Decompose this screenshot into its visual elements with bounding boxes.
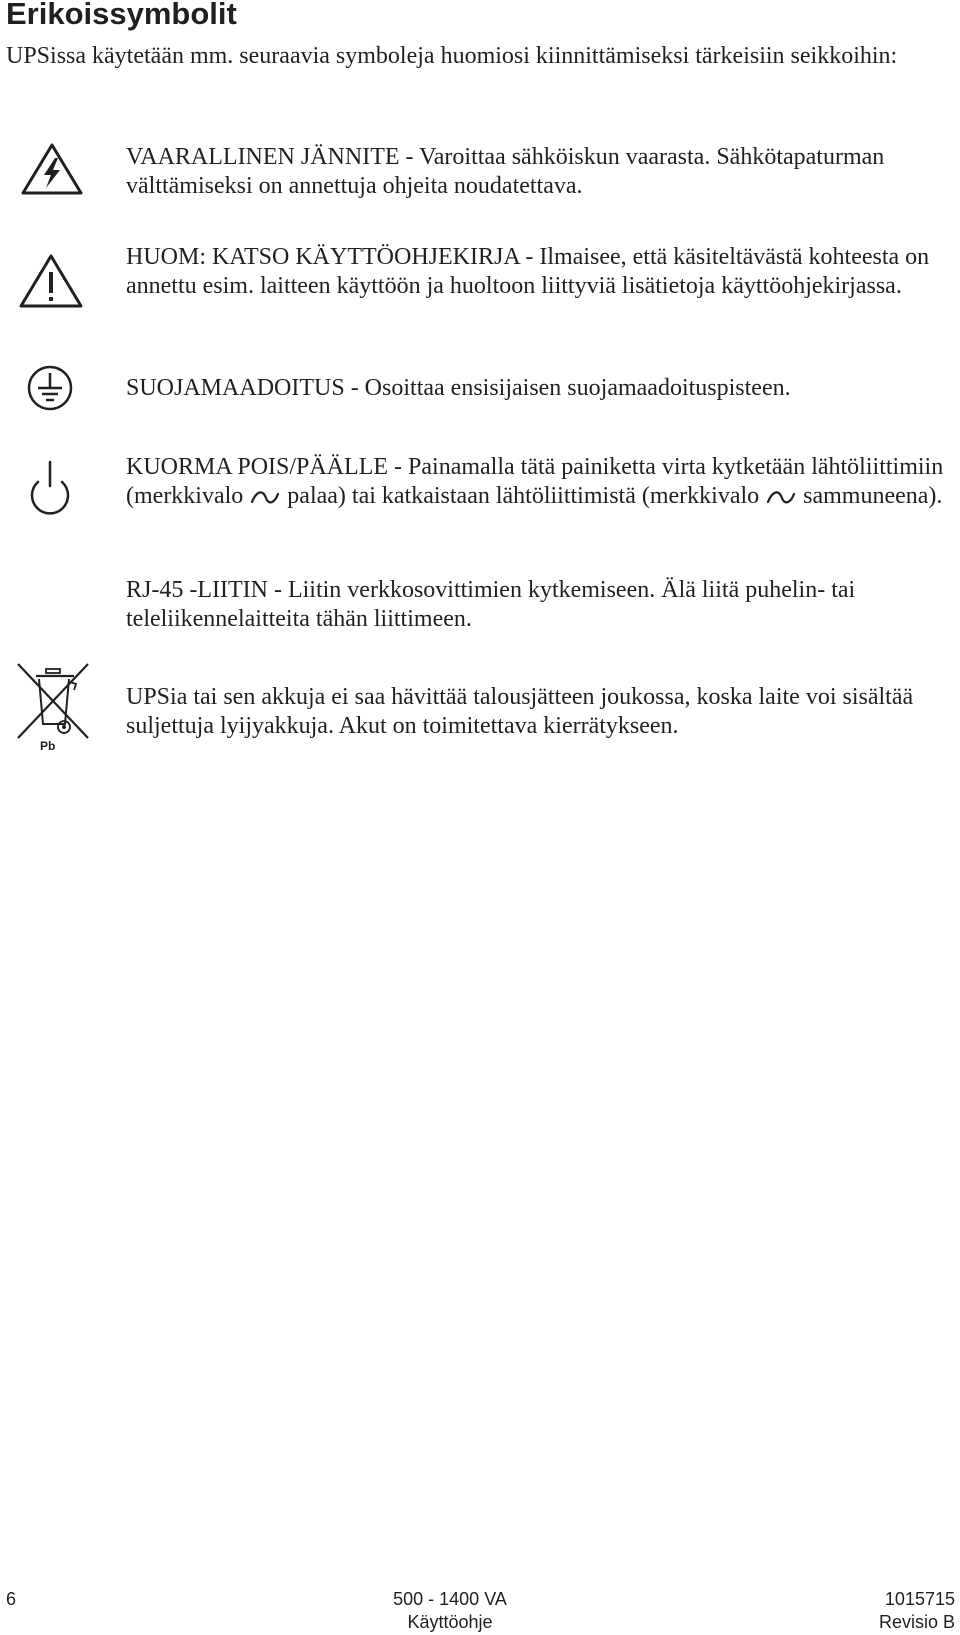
footer-product [380, 1588, 520, 1634]
bin-icon-label: Pb [40, 739, 56, 752]
item-heading: HUOM: KATSO KÄYTTÖOHJEKIRJA [126, 244, 520, 270]
page-title: Erikoissymbolit [6, 0, 237, 31]
item-text: UPSia tai sen akkuja ei saa hävittää talousjätteen joukossa, koska laite voi sisältää suljettuja lyijyakkuja. Akut on toimitettava kierrätykseen. [126, 684, 914, 739]
item-high-voltage [126, 143, 956, 201]
item-text: - Liitin verkkosovittimien kytkemiseen. Älä liitä puhelin- tai teleliikennelaitteita tähän liittimeen. [126, 577, 856, 632]
item-text: - Osoittaa ensisijaisen suojamaadoituspisteen. [344, 375, 791, 401]
item-rj45-connector [126, 576, 956, 634]
item-text: sammuneena). [797, 483, 943, 509]
footer-page-number: 6 [6, 1589, 17, 1609]
item-heading: SUOJAMAADOITUS [126, 375, 345, 401]
item-battery-disposal [126, 683, 956, 741]
item-caution [126, 243, 956, 301]
footer-doc-type: Käyttöohje [407, 1612, 493, 1632]
item-heading: KUORMA POIS/PÄÄLLE [126, 454, 389, 480]
footer-revision: Revisio B [878, 1612, 955, 1632]
item-text: - Varoittaa sähköiskun vaarasta. Sähkötapaturman välttämiseksi on annettuja ohjeita noudatettava. [126, 144, 885, 199]
item-text: palaa) tai katkaistaan lähtöliittimistä (merkkivalo [281, 483, 766, 509]
high-voltage-icon [20, 142, 84, 196]
footer-doc-number [879, 1588, 955, 1634]
item-heading: VAARALLINEN JÄNNITE [126, 144, 400, 170]
footer-part-number: 1015715 [884, 1589, 955, 1609]
intro-paragraph: UPSissa käytetään mm. seuraavia symboleja huomiosi kiinnittämiseksi tärkeisiin seikkoihin: [6, 43, 898, 69]
protective-earth-icon [26, 364, 74, 412]
item-heading: RJ-45 -LIITIN [126, 577, 268, 603]
crossed-out-bin-icon [14, 660, 94, 752]
item-power-button [126, 453, 956, 511]
power-button-icon [26, 460, 74, 518]
indicator-lamp-icon [765, 488, 797, 508]
item-text: - Painamalla tätä painiketta virta kytketään lähtöliittimiin (merkkivalo [126, 454, 944, 509]
footer-product-range: 500 - 1400 VA [393, 1589, 507, 1609]
item-text: - Ilmaisee, että käsiteltävästä kohteesta on annettu esim. laitteen käyttöön ja huoltoon liittyviä lisätietoja käyttöohjekirjassa. [126, 244, 930, 299]
indicator-lamp-icon [249, 488, 281, 508]
item-protective-earth [126, 374, 956, 403]
caution-icon [18, 253, 84, 309]
